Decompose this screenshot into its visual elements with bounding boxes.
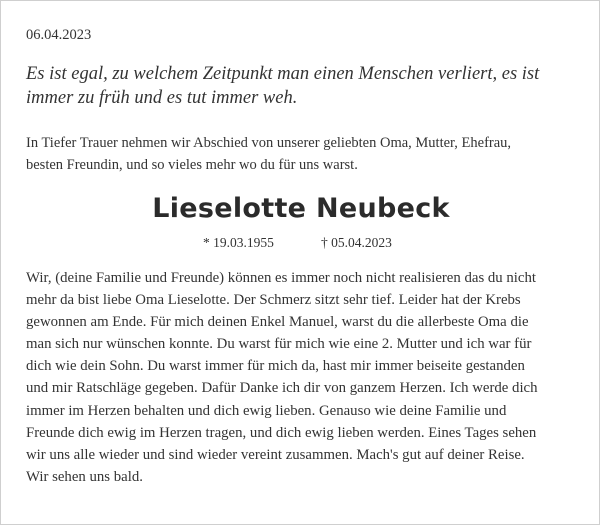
message-line: Wir sehen uns bald. [26, 468, 143, 485]
message-line: wir uns alle wieder und sind wieder vereint zusammen. Mach's gut auf deiner Reise. [26, 446, 525, 463]
publication-date: 06.04.2023 [26, 27, 92, 43]
death-date: † 05.04.2023 [321, 235, 392, 250]
quote-line: Es ist egal, zu welchem Zeitpunkt man einen Menschen verliert, es ist [26, 64, 540, 84]
deceased-name: Lieselotte Neubeck [152, 193, 450, 224]
message-line: Freunde dich ewig im Herzen tragen, und dich ewig lieben werden. Eines Tages sehen [26, 424, 537, 441]
birth-date: * 19.03.1955 [203, 235, 274, 250]
message-line: mehr da bist liebe Oma Lieselotte. Der Schmerz sitzt sehr tief. Leider hat der Krebs [26, 292, 521, 309]
message-line: gewonnen am Ende. Für mich deinen Enkel Manuel, warst du die allerbeste Oma die [26, 314, 529, 331]
message-line: immer im Herzen behalten und dich ewig lieben. Genauso wie deine Familie und [26, 402, 507, 419]
intro-line: In Tiefer Trauer nehmen wir Abschied von unserer geliebten Oma, Mutter, Ehefrau, [26, 135, 512, 151]
memorial-quote [26, 62, 586, 110]
intro-line: besten Freundin, und so vieles mehr wo du für uns warst. [26, 157, 358, 173]
message-line: Wir, (deine Familie und Freunde) können es immer noch nicht realisieren das du nicht [26, 270, 536, 286]
message-line: man sich nur wünschen konnte. Du warst für mich wie eine 2. Mutter und ich war für [26, 336, 532, 353]
intro-text [26, 132, 586, 176]
message-text [26, 267, 586, 488]
quote-line: immer zu früh und es tut immer weh. [26, 88, 298, 108]
message-line: dich wie dein Sohn. Du warst immer für mich da, hast mir immer beiseite gestanden [26, 358, 525, 375]
message-line: und mir Ratschläge gegeben. Dafür Danke ich dir von ganzem Herzen. Ich werde dich [26, 380, 538, 397]
